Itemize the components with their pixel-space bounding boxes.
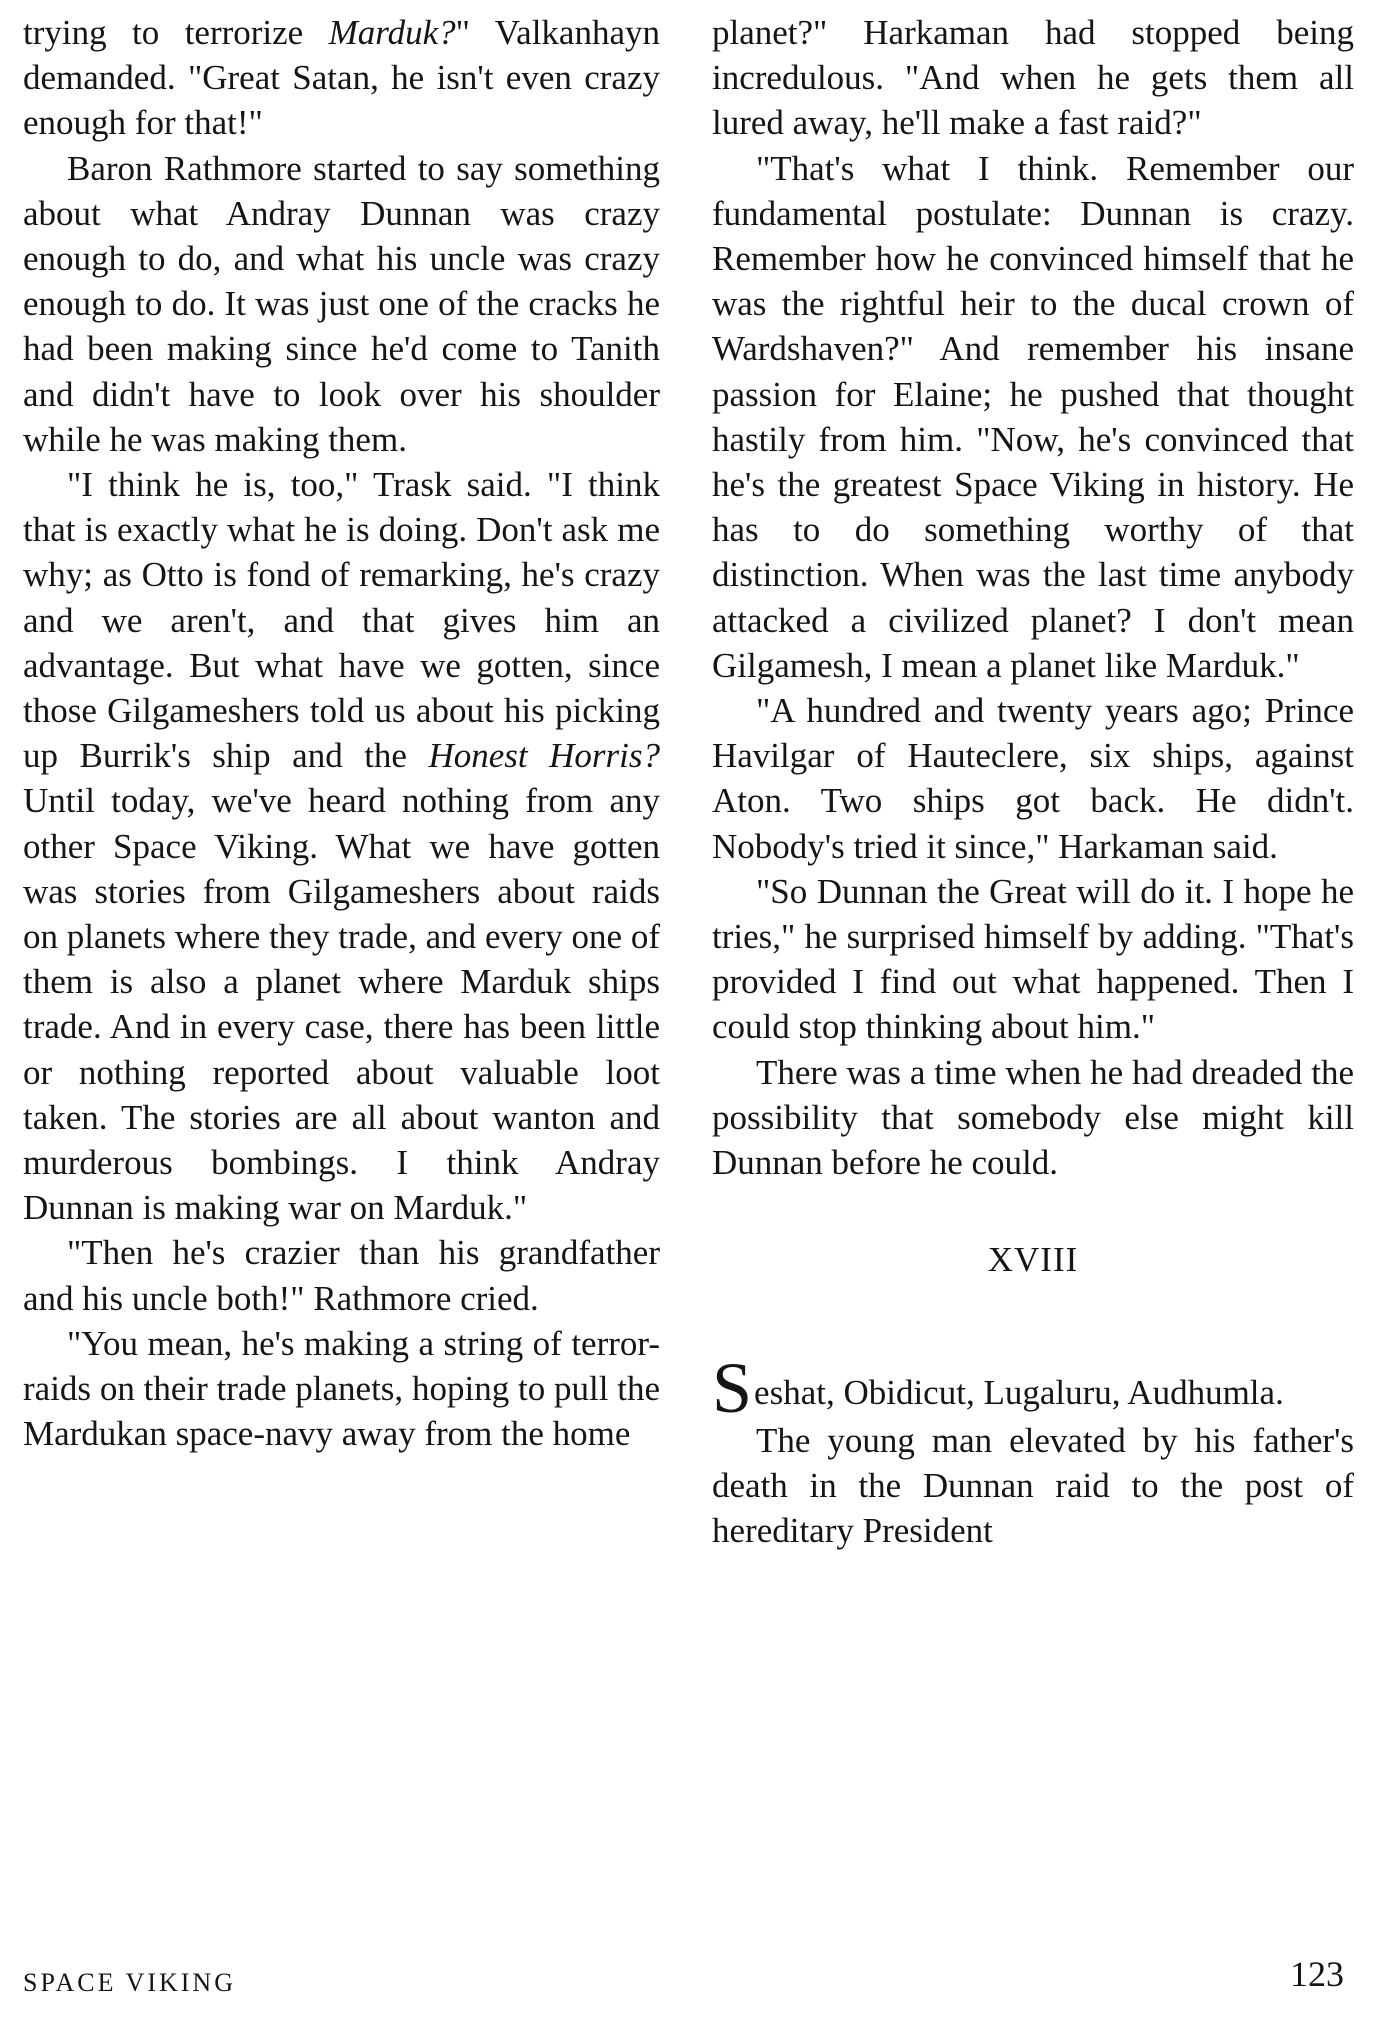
paragraph: "A hundred and twenty years ago; Prince Havilgar of Hauteclere, six ships, against Aton. Two ships got back. He didn't. Nobody's tried it since," Harkaman said. <box>712 691 1354 866</box>
paragraph: "So Dunnan the Great will do it. I hope he tries," he surprised himself by adding. "That's provided I find out what happened. Then I could stop thinking about him." <box>712 871 1354 1047</box>
chapter-opening-paragraph: Seshat, Obidicut, Lugaluru, Audhumla. <box>712 1348 1284 1429</box>
drop-cap: S <box>712 1348 753 1429</box>
running-footer-title: SPACE VIKING <box>23 1968 236 1997</box>
paragraph: "I think he is, too," Trask said. "I think that is exactly what he is doing. Don't ask me why; as Otto is fond of remarking, he's crazy and we aren't, and that gives him an advantage. But what have we gotten, since those Gilgameshers told us about his picking up Burrik's ship and the Honest Horris? Until today, we've heard nothing from any other Space Viking. What we have gotten was stories from Gilgameshers about raids on planets where they trade, and every one of them is also a planet where Marduk ships trade. And in every case, there has been little or nothing reported about valuable loot taken. The stories are all about wanton and murderous bombings. I think Andray Dunnan is making war on Marduk." <box>23 465 660 1228</box>
paragraph: "You mean, he's making a string of terror-raids on their trade planets, hoping to pull the Mardukan space-navy away from the home <box>23 1323 660 1454</box>
paragraph: Baron Rathmore started to say something about what Andray Dunnan was crazy enough to do, and what his uncle was crazy enough to do. It was just one of the cracks he had been making since he'd come to Tanith and didn't have to look over his shoulder while he was making them. <box>23 148 660 459</box>
italic-ship-name: Honest Horris? <box>428 736 660 776</box>
paragraph: "That's what I think. Remember our fundamental postulate: Dunnan is crazy. Remember how he convinced himself that he was the rightful heir to the ducal crown of Wardshaven?" And remember his insane passion for Elaine; he pushed that thought hastily from him. "Now, he's convinced that he's the greatest Space Viking in history. He has to do something worthy of that distinction. When was the last time anybody attacked a civilized planet? I don't mean Gilgamesh, I mean a planet like Marduk." <box>712 148 1354 685</box>
paragraph: There was a time when he had dreaded the possibility that somebody else might kill Dunnan before he could. <box>712 1052 1354 1183</box>
left-text-column <box>23 10 660 1457</box>
chapter-heading: XVIII <box>987 1240 1079 1280</box>
paragraph: "Then he's crazier than his grandfather and his uncle both!" Rathmore cried. <box>23 1233 660 1318</box>
paragraph: planet?" Harkaman had stopped being incredulous. "And when he gets them all lured away, he'll make a fast raid?" <box>712 13 1354 143</box>
right-text-column <box>712 10 1354 1554</box>
paragraph: The young man elevated by his father's death in the Dunnan raid to the post of hereditary President <box>712 1421 1354 1551</box>
paragraph: trying to terrorize Marduk?" Valkanhayn demanded. "Great Satan, he isn't even crazy enough for that!" <box>23 13 660 143</box>
page-number: 123 <box>1290 1954 1344 1994</box>
italic-title: Marduk? <box>328 13 456 52</box>
